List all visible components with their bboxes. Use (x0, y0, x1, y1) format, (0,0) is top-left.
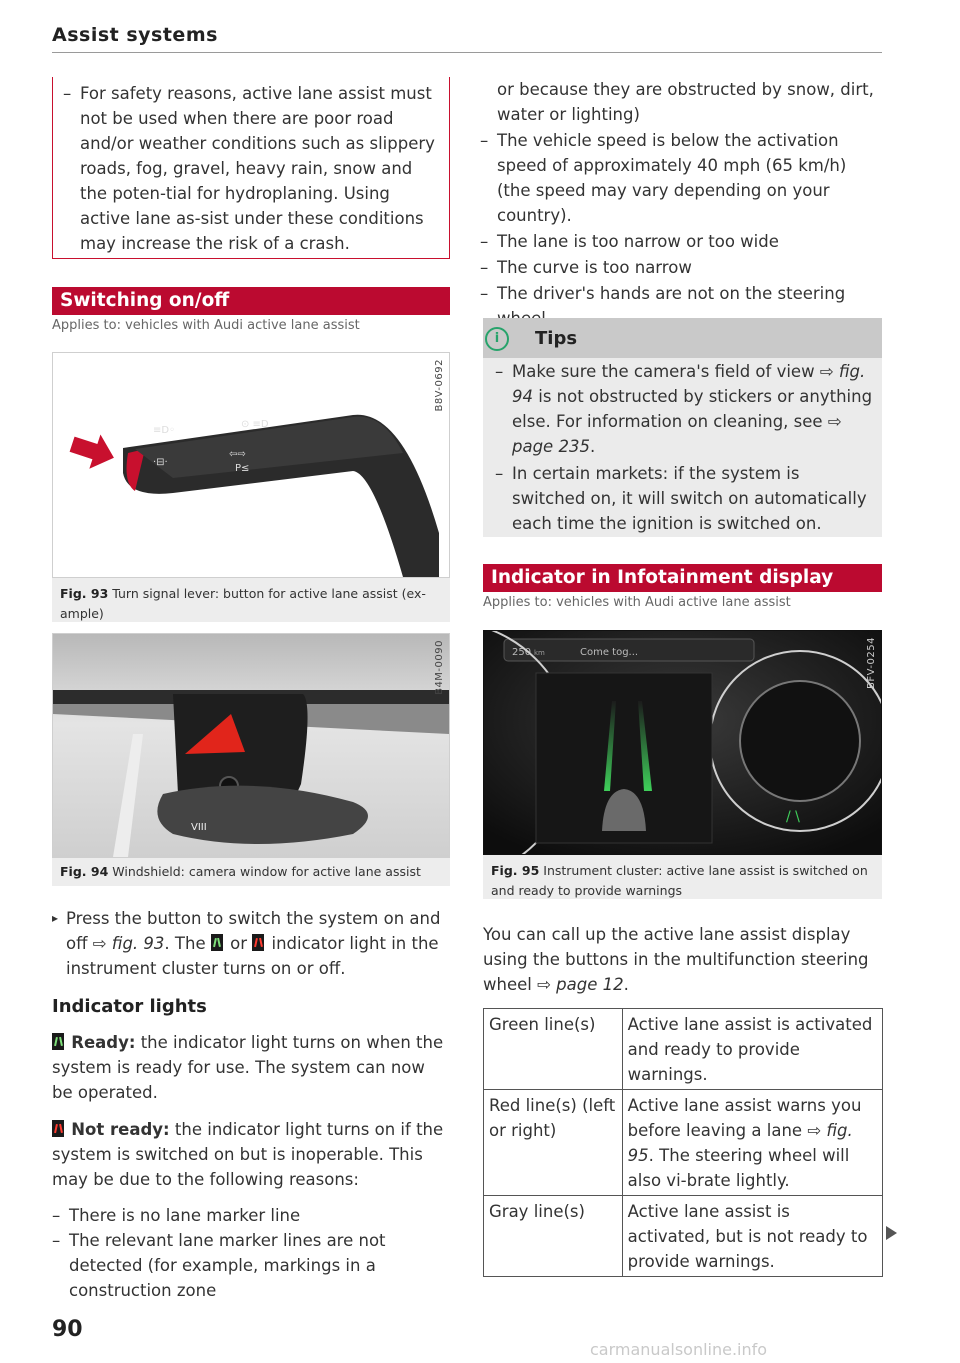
tips-heading: Tips (535, 328, 578, 349)
infotainment-intro (483, 922, 885, 997)
figure-label: Fig. 95 (491, 863, 540, 878)
step-bullet-icon: ▸ (52, 911, 59, 925)
description-text: Active lane assist warns you before leaving a lane (627, 1096, 862, 1140)
switching-heading: Switching on/off (52, 287, 450, 315)
reason-item: – The lane is too narrow or too wide (480, 229, 882, 254)
watermark: carmanualsonline.info (590, 1340, 768, 1359)
instruction-step (52, 906, 452, 981)
not-ready-text: the indicator light turns on if the system is switched on but is inoperable. This may be due to the following reasons: (52, 1120, 444, 1189)
reasons-list-left (52, 1203, 452, 1303)
svg-text:⊙ ≡D: ⊙ ≡D (241, 419, 269, 430)
lane-assist-green-indicator-icon (52, 1033, 64, 1050)
table-cell-line: Gray line(s) (484, 1196, 623, 1277)
instrument-cluster-illustration (484, 631, 881, 854)
info-icon: i (485, 327, 509, 351)
tip-text: . (589, 437, 596, 456)
reason-item: – There is no lane marker line (52, 1203, 452, 1228)
reasons-list-right (480, 128, 882, 331)
infotainment-heading: Indicator in Infotainment display (483, 564, 882, 592)
reason-item: – The relevant lane marker lines are not detected (for example, markings in a construction zone (52, 1228, 452, 1303)
svg-text:·⊟·: ·⊟· (153, 457, 168, 468)
reason-item: – The curve is too narrow (480, 255, 882, 280)
section-title: Assist systems (52, 24, 218, 46)
header-divider (52, 52, 882, 53)
warning-box (52, 77, 450, 259)
intro-text: You can call up the active lane assist display using the buttons in the multifunction steering wheel (483, 925, 869, 994)
infotainment-applies: Applies to: vehicles with Audi active lane assist (483, 595, 791, 610)
page-number: 90 (52, 1317, 83, 1342)
table-cell-line: Red line(s) (left or right) (484, 1090, 623, 1196)
page-reference-link[interactable]: ⇨ page 12 (537, 975, 624, 994)
caption-text: Windshield: camera window for active lane assist (112, 864, 421, 879)
table-cell-description: Active lane assist is activated, but is not ready to provide warnings. (622, 1196, 882, 1277)
svg-text:VIII: VIII (191, 822, 207, 833)
figure-code: B8V-0692 (434, 359, 445, 412)
ready-label: Ready: (71, 1033, 136, 1052)
turn-signal-lever-illustration (53, 353, 449, 577)
ready-paragraph (52, 1030, 450, 1105)
instruction-text: Press the button to switch the system on and off (66, 909, 441, 953)
page-reference-link[interactable]: ⇨ page 235 (512, 412, 842, 456)
figure-94-caption (52, 858, 450, 886)
range-unit: km (534, 649, 545, 657)
instruction-or: or (230, 934, 247, 953)
svg-text:/ \: / \ (786, 809, 800, 825)
tip-item: – In certain markets: if the system is switched on, it will switch on automatically each time the ignition is switched on. (495, 461, 875, 536)
windshield-camera-illustration (53, 634, 449, 857)
figure-label: Fig. 94 (60, 864, 109, 879)
reason-item: – The vehicle speed is below the activation speed of approximately 40 mph (65 km/h) (the speed may vary depending on your country). (480, 128, 882, 228)
figure-code: BFV-0254 (866, 637, 877, 689)
warning-item: – For safety reasons, active lane assist must not be used when there are poor road and/or weather conditions such as slippery roads, fog, gravel, heavy rain, snow and the poten-tial for hydroplaning. Using active lane as-sist under these conditions may increase the risk of a crash. (63, 81, 441, 256)
not-ready-label: Not ready: (71, 1120, 170, 1139)
tips-list (495, 359, 875, 536)
tip-item (495, 359, 875, 459)
table-cell-description (622, 1090, 882, 1196)
table-cell-line: Green line(s) (484, 1009, 623, 1090)
lane-assist-red-indicator-icon (52, 1120, 64, 1137)
figure-code: B4M-0090 (434, 640, 445, 695)
figure-reference-link[interactable]: ⇨ fig. 94 (512, 362, 866, 406)
caption-text: Turn signal lever: button for active lane assist (ex-ample) (60, 586, 426, 621)
navigation-readout: Come tog... (580, 647, 639, 658)
svg-text:P≤: P≤ (235, 463, 250, 474)
warning-list (63, 81, 441, 256)
indicator-lights-heading: Indicator lights (52, 996, 207, 1017)
not-ready-paragraph (52, 1117, 450, 1192)
reason-continuation: or because they are obstructed by snow, dirt, water or lighting) (497, 80, 874, 124)
instruction-text: . The (164, 934, 206, 953)
reason-item: – The driver's hands are not on the steering (480, 281, 882, 331)
caption-text: Instrument cluster: active lane assist is switched on and ready to provide warnings (491, 863, 868, 898)
figure-93-caption (52, 578, 450, 622)
figure-95-caption (483, 855, 882, 899)
figure-reference-link[interactable]: ⇨ fig. 93 (92, 934, 165, 953)
table-row (484, 1009, 883, 1090)
figure-label: Fig. 93 (60, 586, 109, 601)
indicator-table (483, 1008, 883, 1277)
instruction-text: indicator light in the instrument cluster turns on or off. (66, 934, 439, 978)
figure-reference-link[interactable]: ⇨ fig. 95 (627, 1121, 853, 1165)
table-cell-description: Active lane assist is activated and ready to provide warnings. (622, 1009, 882, 1090)
table-row (484, 1196, 883, 1277)
svg-text:≡D◦: ≡D◦ (153, 425, 175, 436)
continue-arrow-icon (886, 1226, 897, 1240)
figure-94 (52, 633, 450, 858)
lane-assist-red-indicator-icon (252, 934, 264, 951)
ready-text: the indicator light turns on when the system is ready for use. The system can now be operated. (52, 1033, 444, 1102)
range-readout: 250 (512, 647, 532, 658)
figure-95 (483, 630, 882, 855)
lane-assist-green-indicator-icon (211, 934, 223, 951)
intro-text: . (623, 975, 629, 994)
table-row (484, 1090, 883, 1196)
tips-body (483, 358, 882, 537)
tip-text: is not obstructed by stickers or anything else. For information on cleaning, see (512, 387, 873, 431)
svg-text:⇦⇨: ⇦⇨ (229, 449, 246, 460)
switching-applies: Applies to: vehicles with Audi active lane assist (52, 318, 360, 333)
figure-93 (52, 352, 450, 578)
description-text: . The steering wheel will also vi-brate lightly. (627, 1146, 850, 1190)
tips-header (483, 318, 882, 358)
tip-text: Make sure the camera's field of view (512, 362, 815, 381)
